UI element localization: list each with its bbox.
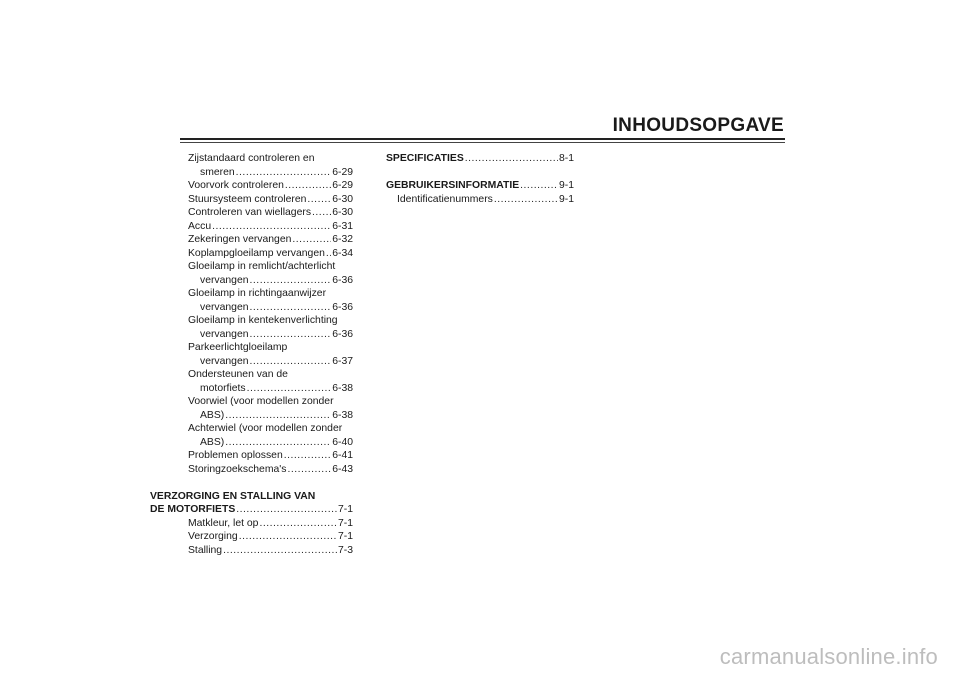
toc-chapter-entry[interactable] [386, 179, 574, 193]
leader-dots [223, 544, 337, 558]
leader-dots [247, 382, 332, 396]
toc-entry-label: Voorvork controleren [188, 180, 284, 191]
leader-dots [307, 193, 331, 207]
toc-entry-label: Stalling [188, 544, 223, 556]
leader-dots [520, 179, 558, 193]
toc-entry-title: Ondersteunen van de [188, 369, 288, 380]
toc-entry[interactable] [386, 193, 574, 207]
toc-entry-label: Problemen oplossen [188, 450, 283, 461]
leader-dots [259, 517, 337, 531]
toc-entry-label: vervangen [200, 355, 249, 367]
leader-dots [284, 449, 331, 463]
toc-entry-page: 6-36 [332, 328, 353, 340]
leader-dots [225, 436, 331, 450]
leader-dots [285, 179, 331, 193]
toc-entry-page: 6-43 [332, 463, 353, 475]
toc-entry-page: 7-3 [337, 544, 353, 556]
toc-entry-label: Controleren van wiellagers [188, 207, 312, 218]
toc-entry-title: Zijstandaard controleren en [188, 153, 315, 164]
leader-dots [494, 193, 558, 207]
leader-dots [250, 355, 332, 369]
toc-entry-page: 6-36 [332, 274, 353, 286]
toc-chapter-label: DE MOTORFIETS [150, 504, 236, 515]
toc-entry-page: 7-1 [337, 517, 353, 529]
toc-entry-label: Identificatienummers [397, 193, 493, 205]
leader-dots [225, 409, 331, 423]
toc-entry[interactable] [150, 193, 353, 207]
toc-entry[interactable] [150, 382, 353, 396]
toc-entry-label: Accu [188, 220, 212, 232]
toc-chapter-label: SPECIFICATIES [386, 153, 464, 164]
leader-dots [250, 274, 332, 288]
toc-entry-title: Voorwiel (voor modellen zonder [188, 396, 334, 407]
leader-dots [292, 233, 331, 247]
toc-entry-label: ABS) [200, 409, 225, 421]
toc-entry-page: 7-1 [337, 504, 353, 515]
toc-chapter-label: GEBRUIKERSINFORMATIE [386, 180, 520, 191]
leader-dots [212, 220, 331, 234]
toc-entry-label: Storingzoekschema's [188, 463, 287, 475]
header-rule-thick [180, 138, 785, 140]
toc-entry-title: Achterwiel (voor modellen zonder [188, 423, 343, 434]
header-rule-thin [180, 142, 785, 143]
toc-chapter-title: VERZORGING EN STALLING VAN [150, 490, 316, 502]
toc-entry[interactable] [150, 220, 353, 234]
toc-entry-label: vervangen [200, 274, 249, 286]
toc-entry-page: 6-37 [332, 355, 353, 367]
toc-entry[interactable] [150, 206, 353, 220]
toc-right-column [386, 152, 574, 206]
toc-entry-label: Matkleur, let op [188, 517, 259, 529]
toc-entry-label: Verzorging [188, 531, 238, 542]
toc-entry[interactable] [150, 409, 353, 423]
toc-entry-page: 9-1 [558, 180, 574, 191]
toc-entry-page: 6-32 [332, 234, 353, 245]
toc-entry[interactable] [150, 436, 353, 450]
toc-entry-page: 6-38 [332, 409, 353, 421]
toc-entry-page: 6-30 [332, 207, 353, 218]
leader-dots [236, 503, 337, 517]
toc-entry-page: 6-29 [332, 180, 353, 191]
toc-entry[interactable] [150, 355, 353, 369]
toc-entry-label: vervangen [200, 328, 249, 340]
toc-entry[interactable] [150, 179, 353, 193]
toc-entry[interactable] [150, 517, 353, 531]
toc-entry-page: 6-31 [332, 220, 353, 232]
toc-entry-title: Parkeerlichtgloeilamp [188, 342, 288, 353]
toc-entry-page: 6-41 [332, 450, 353, 461]
toc-entry-page: 6-40 [332, 436, 353, 448]
toc-entry[interactable] [150, 530, 353, 544]
leader-dots [250, 301, 332, 315]
toc-entry-label: Zekeringen vervangen [188, 234, 292, 245]
toc-entry-label: motorfiets [200, 382, 246, 394]
toc-entry-label: Stuursysteem controleren [188, 193, 307, 205]
toc-entry-title: Gloeilamp in kentekenverlichting [188, 315, 338, 326]
toc-entry-page: 6-30 [332, 193, 353, 205]
toc-entry-page: 6-29 [332, 166, 353, 178]
toc-entry[interactable] [150, 328, 353, 342]
leader-dots [326, 247, 331, 261]
watermark: carmanualsonline.info [719, 644, 938, 669]
toc-entry-title: Gloeilamp in richtingaanwijzer [188, 288, 327, 299]
leader-dots [312, 206, 331, 220]
toc-entry[interactable] [150, 247, 353, 261]
page-title: INHOUDSOPGAVE [612, 115, 784, 136]
toc-chapter-entry[interactable] [386, 152, 574, 166]
leader-dots [465, 152, 558, 166]
toc-entry-page: 6-34 [332, 247, 353, 259]
toc-entry-page: 9-1 [558, 193, 574, 205]
toc-entry-page: 6-36 [332, 301, 353, 313]
leader-dots [287, 463, 331, 477]
toc-entry-page: 7-1 [337, 531, 353, 542]
toc-entry[interactable] [150, 274, 353, 288]
toc-entry[interactable] [150, 166, 353, 180]
toc-entry[interactable] [150, 463, 353, 477]
toc-entry[interactable] [150, 233, 353, 247]
toc-entry[interactable] [150, 301, 353, 315]
toc-entry-title: Gloeilamp in remlicht/achterlicht [188, 261, 336, 272]
leader-dots [239, 530, 337, 544]
toc-entry-page: 8-1 [558, 153, 574, 164]
toc-entry-label: vervangen [200, 301, 249, 313]
toc-entry[interactable] [150, 544, 353, 558]
toc-entry[interactable] [150, 449, 353, 463]
toc-entry-label: ABS) [200, 436, 225, 448]
leader-dots [236, 166, 332, 180]
leader-dots [250, 328, 332, 342]
toc-left-column [150, 152, 353, 557]
toc-entry-label: Koplampgloeilamp vervangen [188, 247, 325, 259]
toc-entry-page: 6-38 [332, 382, 353, 394]
toc-chapter-entry[interactable] [150, 503, 353, 517]
toc-entry-label: smeren [200, 166, 235, 178]
